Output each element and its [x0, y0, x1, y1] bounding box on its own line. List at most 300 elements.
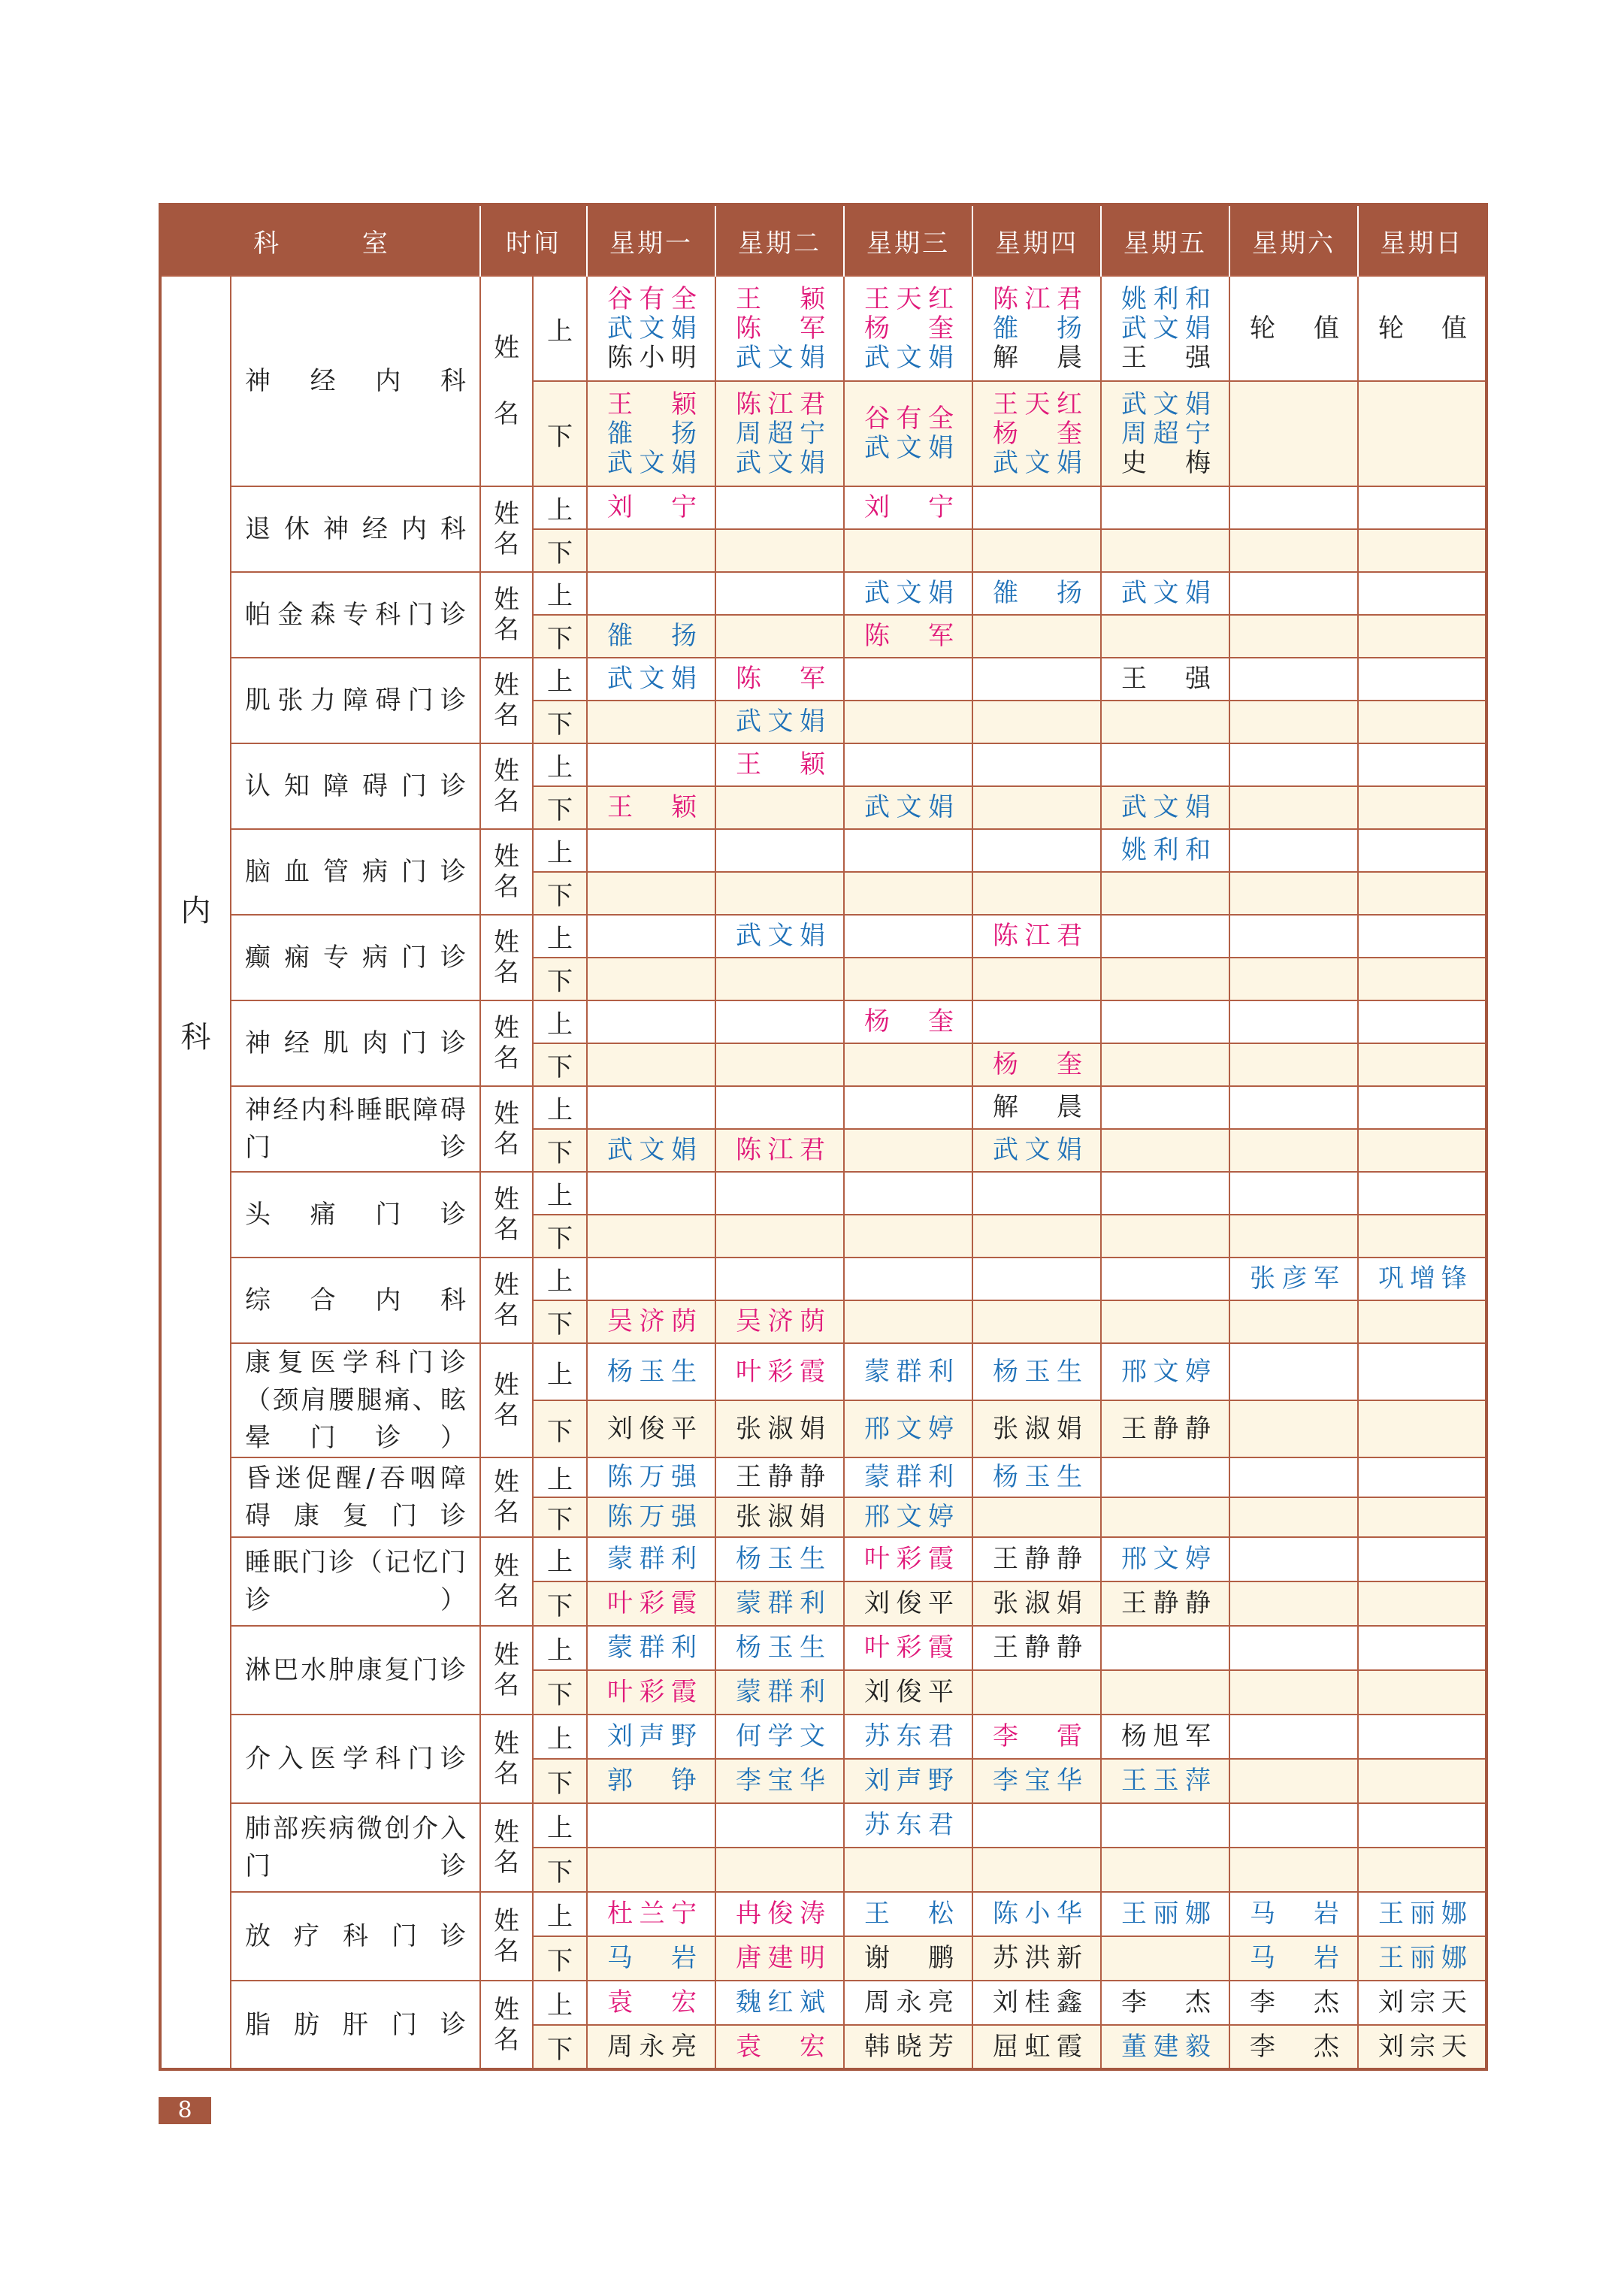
schedule-cell [844, 1258, 972, 1300]
schedule-cell [1229, 1258, 1358, 1300]
schedule-row-am [160, 1981, 1486, 2025]
schedule-cell [715, 1343, 844, 1400]
doctor-name: 王松 [864, 1899, 954, 1929]
schedule-row-am [160, 1626, 1486, 1670]
name-label [480, 1172, 533, 1258]
category-char: 科 [180, 1020, 211, 1055]
am-label: 上 [533, 1981, 587, 2025]
schedule-cell [972, 1715, 1101, 1759]
doctor-name: 武文娟 [864, 578, 954, 608]
schedule-cell [1358, 1626, 1486, 1670]
schedule-cell [715, 529, 844, 572]
name-label [480, 743, 533, 829]
schedule-cell [587, 1215, 715, 1258]
name-label-char: 姓 [494, 1640, 519, 1670]
schedule-cell [1229, 486, 1358, 529]
doctor-name: 屈虹霞 [993, 2031, 1082, 2062]
doctor-name: 叶彩霞 [607, 1677, 697, 1707]
doctor-name: 陈小华 [993, 1899, 1082, 1929]
schedule-cell [715, 1892, 844, 1936]
schedule-cell [715, 1670, 844, 1715]
header-day: 星期日 [1358, 204, 1486, 276]
dept-name: 肺部疾病微创介入门诊 [231, 1803, 480, 1892]
schedule-cell [1229, 615, 1358, 658]
doctor-name: 杨奎 [864, 313, 954, 344]
schedule-cell [1101, 915, 1229, 958]
name-label-char: 姓 [494, 585, 519, 615]
doctor-name: 刘宗天 [1378, 2031, 1467, 2062]
schedule-cell [1101, 1457, 1229, 1497]
schedule-cell [1101, 1848, 1229, 1892]
schedule-cell [972, 615, 1101, 658]
schedule-cell [972, 1581, 1101, 1626]
name-label-char: 姓 [494, 333, 519, 363]
name-label-char: 名 [494, 1670, 519, 1700]
schedule-cell [587, 658, 715, 701]
schedule-cell [1101, 615, 1229, 658]
schedule-cell [587, 1892, 715, 1936]
schedule-cell [972, 701, 1101, 743]
schedule-cell [844, 2025, 972, 2069]
doctor-name: 雒扬 [607, 621, 697, 651]
schedule-cell [972, 829, 1101, 872]
pm-label: 下 [533, 872, 587, 915]
schedule-row-am [160, 1000, 1486, 1043]
schedule-cell [715, 872, 844, 915]
doctor-name: 武文娟 [993, 1135, 1082, 1165]
doctor-name: 袁宏 [736, 2031, 825, 2062]
am-label: 上 [533, 915, 587, 958]
page-number: 8 [159, 2097, 211, 2124]
dept-name: 睡眠门诊（记忆门诊） [231, 1537, 480, 1626]
schedule-cell [587, 381, 715, 486]
pm-label: 下 [533, 1400, 587, 1457]
am-label: 上 [533, 1892, 587, 1936]
schedule-cell [587, 701, 715, 743]
doctor-name: 武文娟 [1121, 792, 1211, 822]
schedule-cell [715, 1537, 844, 1581]
schedule-cell [715, 1715, 844, 1759]
schedule-cell [972, 529, 1101, 572]
am-label: 上 [533, 1086, 587, 1129]
schedule-cell [844, 1086, 972, 1129]
doctor-name: 蒙群利 [864, 1356, 954, 1387]
doctor-name: 史梅 [1121, 447, 1211, 478]
am-label: 上 [533, 1343, 587, 1400]
doctor-name: 苏东君 [864, 1721, 954, 1751]
header-day: 星期五 [1101, 204, 1229, 276]
schedule-cell [1358, 958, 1486, 1000]
schedule-cell [972, 276, 1101, 381]
schedule-cell [844, 786, 972, 829]
doctor-name: 轮值 [1378, 313, 1467, 344]
am-label: 上 [533, 1000, 587, 1043]
schedule-cell [1358, 1215, 1486, 1258]
doctor-name: 武文娟 [1121, 389, 1211, 419]
pm-label: 下 [533, 1936, 587, 1981]
schedule-cell [715, 1215, 844, 1258]
schedule-cell [1358, 381, 1486, 486]
schedule-cell [1358, 1300, 1486, 1343]
doctor-name: 吴济荫 [607, 1306, 697, 1336]
pm-label: 下 [533, 615, 587, 658]
schedule-cell [1229, 1086, 1358, 1129]
name-label [480, 1086, 533, 1172]
am-label: 上 [533, 276, 587, 381]
header-time: 时间 [480, 204, 587, 276]
doctor-name: 叶彩霞 [864, 1544, 954, 1574]
schedule-cell [972, 1803, 1101, 1848]
name-label [480, 1258, 533, 1343]
schedule-cell [1101, 1043, 1229, 1086]
schedule-cell [1229, 1537, 1358, 1581]
pm-label: 下 [533, 1581, 587, 1626]
schedule-cell [715, 1258, 844, 1300]
dept-name: 头痛门诊 [231, 1172, 480, 1258]
schedule-cell [587, 1936, 715, 1981]
schedule-cell [972, 915, 1101, 958]
schedule-cell [587, 1626, 715, 1670]
schedule-cell [587, 2025, 715, 2069]
am-label: 上 [533, 572, 587, 615]
doctor-name: 李杰 [1121, 1987, 1211, 2017]
doctor-name: 苏洪新 [993, 1943, 1082, 1973]
am-label: 上 [533, 658, 587, 701]
doctor-name: 武文娟 [864, 792, 954, 822]
schedule-cell [1101, 1803, 1229, 1848]
schedule-cell [715, 1981, 844, 2025]
schedule-cell [1229, 1848, 1358, 1892]
schedule-cell [587, 1497, 715, 1537]
schedule-row-am [160, 743, 1486, 786]
schedule-cell [1229, 1300, 1358, 1343]
name-label-char: 姓 [494, 499, 519, 529]
doctor-name: 武文娟 [607, 1135, 697, 1165]
doctor-name: 刘声野 [864, 1766, 954, 1796]
schedule-cell [587, 486, 715, 529]
dept-name: 认知障碍门诊 [231, 743, 480, 829]
doctor-name: 杨奎 [993, 1049, 1082, 1079]
doctor-name: 陈军 [736, 664, 825, 694]
dept-name: 昏迷促醒/吞咽障碍康复门诊 [231, 1457, 480, 1537]
schedule-cell [972, 1626, 1101, 1670]
doctor-name: 王玉萍 [1121, 1766, 1211, 1796]
doctor-name: 武文娟 [1121, 578, 1211, 608]
schedule-cell [844, 1581, 972, 1626]
category-cell [160, 276, 231, 2069]
schedule-cell [587, 872, 715, 915]
doctor-name: 陈军 [864, 621, 954, 651]
am-label: 上 [533, 1457, 587, 1497]
schedule-cell [1229, 529, 1358, 572]
dept-name: 肌张力障碍门诊 [231, 658, 480, 743]
schedule-cell [844, 1803, 972, 1848]
schedule-cell [715, 381, 844, 486]
doctor-name: 张彦军 [1250, 1264, 1339, 1294]
schedule-cell [1229, 872, 1358, 915]
schedule-cell [1101, 1129, 1229, 1172]
am-label: 上 [533, 1715, 587, 1759]
am-label: 上 [533, 1626, 587, 1670]
doctor-name: 王静静 [1121, 1588, 1211, 1618]
schedule-cell [1358, 572, 1486, 615]
dept-name: 神经内科 [231, 276, 480, 486]
dept-name: 神经内科睡眠障碍门诊 [231, 1086, 480, 1172]
schedule-cell [1229, 1497, 1358, 1537]
name-label-char: 名 [494, 872, 519, 902]
schedule-cell [972, 1300, 1101, 1343]
doctor-name: 杨玉生 [736, 1544, 825, 1574]
name-label-char: 姓 [494, 1370, 519, 1400]
schedule-cell [1229, 1715, 1358, 1759]
name-label [480, 572, 533, 658]
schedule-cell [1101, 786, 1229, 829]
name-label-char: 名 [494, 958, 519, 988]
name-label-char: 名 [494, 1936, 519, 1966]
name-label [480, 1457, 533, 1537]
doctor-name: 杨奎 [993, 418, 1082, 449]
schedule-cell [587, 829, 715, 872]
name-label-char: 名 [494, 1400, 519, 1430]
name-label-char: 姓 [494, 1013, 519, 1043]
schedule-cell [1229, 1759, 1358, 1803]
schedule-cell [1101, 1626, 1229, 1670]
schedule-cell [844, 1892, 972, 1936]
schedule-cell [844, 1848, 972, 1892]
schedule-cell [1229, 1626, 1358, 1670]
doctor-name: 王静静 [1121, 1413, 1211, 1444]
doctor-name: 王强 [1121, 664, 1211, 694]
doctor-name: 王静静 [736, 1462, 825, 1492]
schedule-cell [1101, 1258, 1229, 1300]
schedule-cell [1101, 1172, 1229, 1215]
schedule-row-am [160, 1537, 1486, 1581]
doctor-name: 王颖 [607, 389, 697, 419]
schedule-cell [1358, 658, 1486, 701]
doctor-name: 刘宁 [607, 492, 697, 522]
category-char: 内 [180, 894, 211, 928]
schedule-cell [844, 872, 972, 915]
name-label [480, 1715, 533, 1803]
doctor-name: 李宝华 [993, 1766, 1082, 1796]
pm-label: 下 [533, 529, 587, 572]
schedule-cell [1358, 786, 1486, 829]
name-label-char: 姓 [494, 1467, 519, 1497]
dept-name: 退休神经内科 [231, 486, 480, 572]
schedule-cell [587, 1000, 715, 1043]
doctor-name: 陈万强 [607, 1502, 697, 1532]
schedule-cell [587, 1343, 715, 1400]
schedule-cell [1358, 872, 1486, 915]
header-day: 星期二 [715, 204, 844, 276]
doctor-name: 谷有全 [864, 404, 954, 434]
schedule-cell [844, 915, 972, 958]
doctor-name: 杨玉生 [993, 1356, 1082, 1387]
schedule-cell [972, 1043, 1101, 1086]
schedule-cell [1358, 615, 1486, 658]
schedule-cell [715, 658, 844, 701]
schedule-row-am [160, 1086, 1486, 1129]
doctor-name: 马岩 [607, 1943, 697, 1973]
doctor-name: 武文娟 [736, 447, 825, 478]
schedule-cell [844, 1457, 972, 1497]
schedule-cell [972, 1258, 1101, 1300]
schedule-cell [715, 1086, 844, 1129]
am-label: 上 [533, 1172, 587, 1215]
schedule-cell [1229, 1457, 1358, 1497]
am-label: 上 [533, 743, 587, 786]
schedule-cell [1229, 1981, 1358, 2025]
name-label-char: 名 [494, 1848, 519, 1878]
name-label [480, 486, 533, 572]
name-label [480, 1343, 533, 1457]
schedule-cell [844, 1715, 972, 1759]
schedule-cell [1229, 381, 1358, 486]
schedule-cell [1101, 1215, 1229, 1258]
schedule-row-am [160, 1457, 1486, 1497]
name-label [480, 658, 533, 743]
schedule-cell [844, 701, 972, 743]
schedule-cell [587, 1043, 715, 1086]
doctor-name: 武文娟 [864, 342, 954, 373]
doctor-name: 王静静 [993, 1544, 1082, 1574]
schedule-cell [587, 1400, 715, 1457]
schedule-cell [972, 1537, 1101, 1581]
schedule-cell [587, 1457, 715, 1497]
dept-name: 介入医学科门诊 [231, 1715, 480, 1803]
schedule-cell [972, 658, 1101, 701]
doctor-name: 武文娟 [993, 447, 1082, 478]
dept-name: 综合内科 [231, 1258, 480, 1343]
header-dept: 科 室 [160, 204, 480, 276]
schedule-row-am [160, 658, 1486, 701]
schedule-row-am [160, 1343, 1486, 1400]
schedule-cell [844, 1400, 972, 1457]
doctor-name: 巩增锋 [1378, 1264, 1467, 1294]
schedule-cell [1358, 1043, 1486, 1086]
name-label-char: 姓 [494, 1099, 519, 1129]
schedule-cell [1358, 1457, 1486, 1497]
schedule-cell [587, 572, 715, 615]
schedule-cell [715, 1581, 844, 1626]
doctor-name: 唐建明 [736, 1943, 825, 1973]
schedule-cell [715, 1936, 844, 1981]
schedule-body [160, 276, 1486, 2069]
schedule-cell [1101, 1981, 1229, 2025]
schedule-row-am [160, 572, 1486, 615]
schedule-cell [1101, 829, 1229, 872]
name-label-char: 姓 [494, 1994, 519, 2025]
schedule-cell [844, 1215, 972, 1258]
schedule-cell [715, 1000, 844, 1043]
name-label-char: 名 [494, 1129, 519, 1159]
schedule-cell [587, 1848, 715, 1892]
doctor-name: 蒙群利 [864, 1462, 954, 1492]
doctor-name: 王丽娜 [1121, 1899, 1211, 1929]
schedule-cell [972, 1129, 1101, 1172]
schedule-cell [1229, 1343, 1358, 1400]
schedule-cell [1358, 1537, 1486, 1581]
doctor-name: 李宝华 [736, 1766, 825, 1796]
doctor-name: 何学文 [736, 1721, 825, 1751]
schedule-cell [587, 1670, 715, 1715]
pm-label: 下 [533, 786, 587, 829]
schedule-cell [1101, 1581, 1229, 1626]
doctor-name: 武文娟 [607, 313, 697, 344]
schedule-cell [715, 829, 844, 872]
schedule-cell [844, 1537, 972, 1581]
doctor-name: 刘俊平 [864, 1588, 954, 1618]
name-label-char: 名 [494, 701, 519, 731]
schedule-cell [1358, 1936, 1486, 1981]
schedule-row-am [160, 1715, 1486, 1759]
schedule-cell [1229, 1000, 1358, 1043]
schedule-cell [844, 1000, 972, 1043]
doctor-name: 冉俊涛 [736, 1899, 825, 1929]
name-label-char: 名 [494, 786, 519, 816]
schedule-cell [972, 1457, 1101, 1497]
schedule-cell [715, 615, 844, 658]
name-label-char: 姓 [494, 1729, 519, 1759]
schedule-cell [587, 1300, 715, 1343]
schedule-cell [1358, 1892, 1486, 1936]
header-day: 星期一 [587, 204, 715, 276]
schedule-table [159, 203, 1488, 2071]
header-day: 星期四 [972, 204, 1101, 276]
schedule-cell [972, 1848, 1101, 1892]
schedule-cell [1358, 1086, 1486, 1129]
doctor-name: 王颖 [736, 283, 825, 314]
am-label: 上 [533, 829, 587, 872]
schedule-cell [1358, 2025, 1486, 2069]
doctor-name: 雒扬 [993, 313, 1082, 344]
schedule-cell [715, 1497, 844, 1537]
name-label-char: 姓 [494, 670, 519, 701]
doctor-name: 袁宏 [607, 1987, 697, 2017]
schedule-cell [715, 1300, 844, 1343]
name-label-char: 名 [494, 1300, 519, 1330]
doctor-name: 陈军 [736, 313, 825, 344]
doctor-name: 张淑娟 [736, 1413, 825, 1444]
doctor-name: 陈江君 [993, 921, 1082, 951]
schedule-cell [1358, 276, 1486, 381]
schedule-cell [1101, 1300, 1229, 1343]
schedule-cell [972, 1000, 1101, 1043]
doctor-name: 杜兰宁 [607, 1899, 697, 1929]
doctor-name: 邢文婷 [1121, 1356, 1211, 1387]
schedule-cell [972, 2025, 1101, 2069]
doctor-name: 蒙群利 [607, 1544, 697, 1574]
doctor-name: 周永亮 [864, 1987, 954, 2017]
header-day: 星期六 [1229, 204, 1358, 276]
header-day: 星期三 [844, 204, 972, 276]
doctor-name: 姚利和 [1121, 835, 1211, 865]
doctor-name: 刘俊平 [607, 1413, 697, 1444]
doctor-name: 陈江君 [736, 389, 825, 419]
doctor-name: 雒扬 [607, 418, 697, 449]
schedule-cell [1229, 743, 1358, 786]
schedule-cell [844, 829, 972, 872]
doctor-name: 刘桂鑫 [993, 1987, 1082, 2017]
schedule-cell [972, 743, 1101, 786]
schedule-cell [587, 1258, 715, 1300]
schedule-cell [972, 486, 1101, 529]
schedule-cell [1229, 276, 1358, 381]
doctor-name: 陈江君 [736, 1135, 825, 1165]
name-label-char: 姓 [494, 1817, 519, 1848]
am-label: 上 [533, 1537, 587, 1581]
doctor-name: 陈小明 [607, 342, 697, 373]
